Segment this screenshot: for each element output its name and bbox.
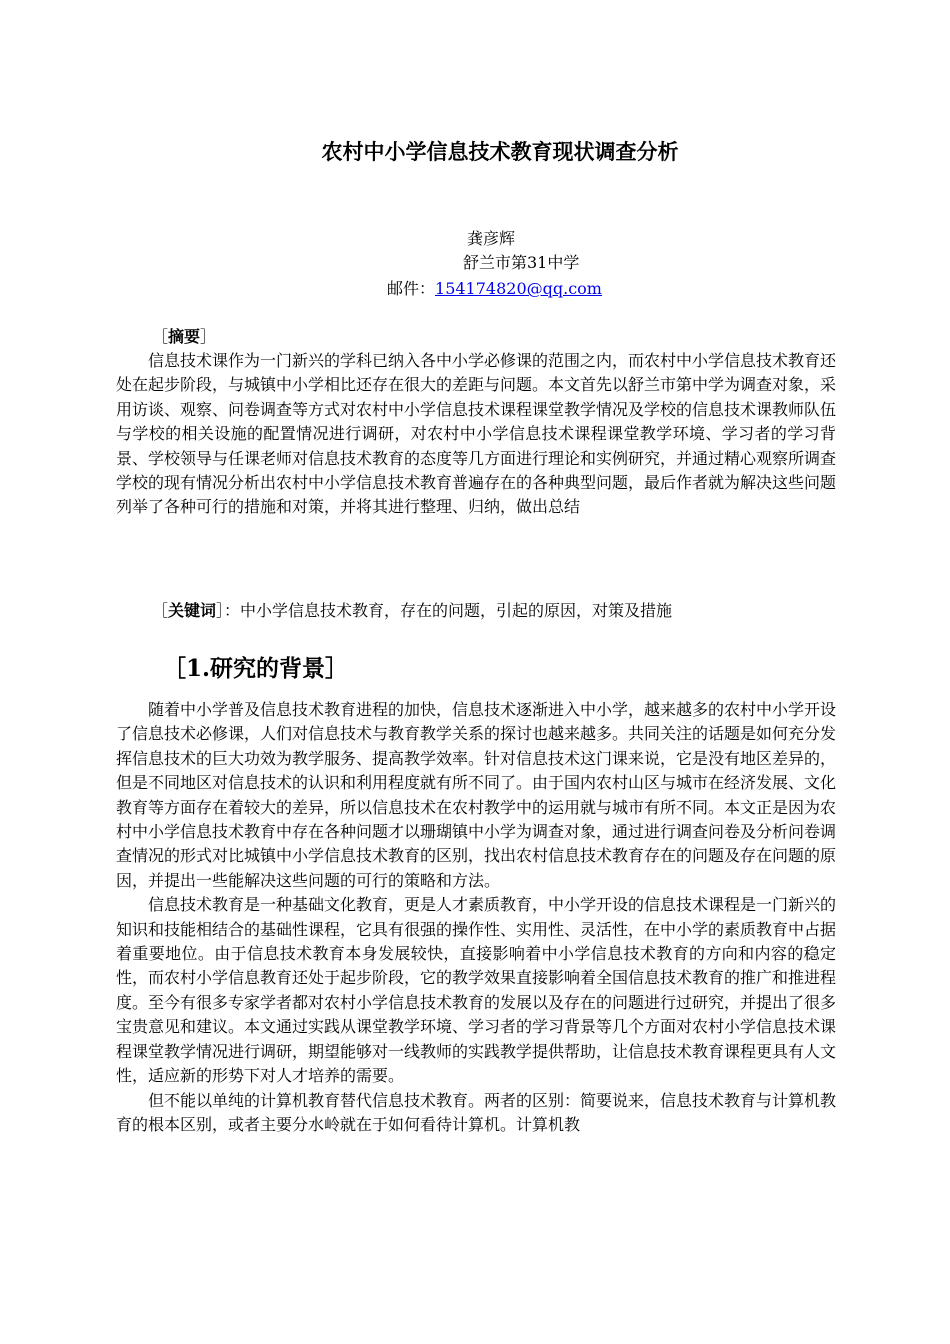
body-section (116, 698, 836, 1137)
author-school: 舒兰市第31中学 (463, 253, 580, 272)
abstract-paragraph: 信息技术课作为一门新兴的学科已纳入各中小学必修课的范围之内，而农村中小学信息技术教育还处在起步阶段，与城镇中小学相比还存在很大的差距与问题。本文首先以舒兰市第中学为调查对象，采用访谈、观察、问卷调查等方式对农村中小学信息技术课程课堂教学情况及学校的信息技术课教师队伍与学校的相关设施的配置情况进行调研，对农村中小学信息技术课程课堂教学环境、学习者的学习背景、学校领导与任课老师对信息技术教育的态度等几方面进行理论和实例研究，并通过精心观察所调查学校的现有情况分析出农村中小学信息技术教育普遍存在的各种典型问题，最后作者就为解决这些问题列举了各种可行的措施和对策，并将其进行整理、归纳，做出总结 (116, 351, 837, 517)
document-title: 农村中小学信息技术教育现状调查分析 (321, 140, 679, 164)
abstract-section (116, 349, 836, 520)
keywords-open-bracket: ［ (152, 601, 169, 620)
body-paragraph: 随着中小学普及信息技术教育进程的加快，信息技术逐渐进入中小学，越来越多的农村中小学开设了信息技术必修课，人们对信息技术与教育教学关系的探讨也越来越多。共同关注的话题是如何充分发挥信息技术的巨大功效为教学服务、提高教学效率。针对信息技术这门课来说，它是没有地区差异的，但是不同地区对信息技术的认识和利用程度就有所不同了。由于国内农村山区与城市在经济发展、文化教育等方面存在着较大的差异，所以信息技术在农村教学中的运用就与城市有所不同。本文正是因为农村中小学信息技术教育中存在各种问题才以珊瑚镇中小学为调查对象，通过进行调查问卷及分析问卷调查情况的形式对比城镇中小学信息技术教育的区别，找出农村信息技术教育存在的问题及存在问题的原因，并提出一些能解决这些问题的可行的策略和方法。 (116, 700, 837, 890)
body-paragraph: 信息技术教育是一种基础文化教育，更是人才素质教育，中小学开设的信息技术课程是一门新兴的知识和技能相结合的基础性课程，它具有很强的操作性、实用性、灵活性，在中小学的素质教育中占据着重要地位。由于信息技术教育本身发展较快，直接影响着中小学信息技术教育的方向和内容的稳定性，而农村小学信息教育还处于起步阶段，它的教学效果直接影响着全国信息技术教育的推广和推进程度。至今有很多专家学者都对农村小学信息技术教育的发展以及存在的问题进行过研究，并提出了很多宝贵意见和建议。本文通过实践从课堂教学环境、学习者的学习背景等几个方面对农村小学信息技术课程课堂教学情况进行调研，期望能够对一线教师的实践教学提供帮助，让信息技术教育课程更具有人文性，适应新的形势下对人才培养的需要。 (116, 895, 837, 1086)
keywords-line (152, 599, 872, 623)
keywords-close-bracket: ］： (216, 601, 241, 620)
abstract-close-bracket: ］ (200, 327, 217, 346)
body-paragraph: 但不能以单纯的计算机教育替代信息技术教育。两者的区别：简要说来，信息技术教育与计算机教育的根本区别，或者主要分水岭就在于如何看待计算机。计算机教 (116, 1090, 837, 1134)
author-name: 龚彦辉 (467, 229, 516, 248)
keywords-text: 中小学信息技术教育，存在的问题，引起的原因，对策及措施 (240, 601, 673, 620)
keywords-heading: 关键词 (168, 601, 217, 620)
author-email-line (387, 276, 602, 302)
email-label: 邮件： (387, 279, 436, 298)
abstract-heading-text: 摘要 (168, 327, 201, 346)
email-link[interactable]: 154174820@qq.com (435, 279, 602, 298)
abstract-heading (152, 325, 872, 349)
abstract-open-bracket: ［ (152, 327, 169, 346)
section-heading: ［1.研究的背景］ (163, 655, 349, 682)
